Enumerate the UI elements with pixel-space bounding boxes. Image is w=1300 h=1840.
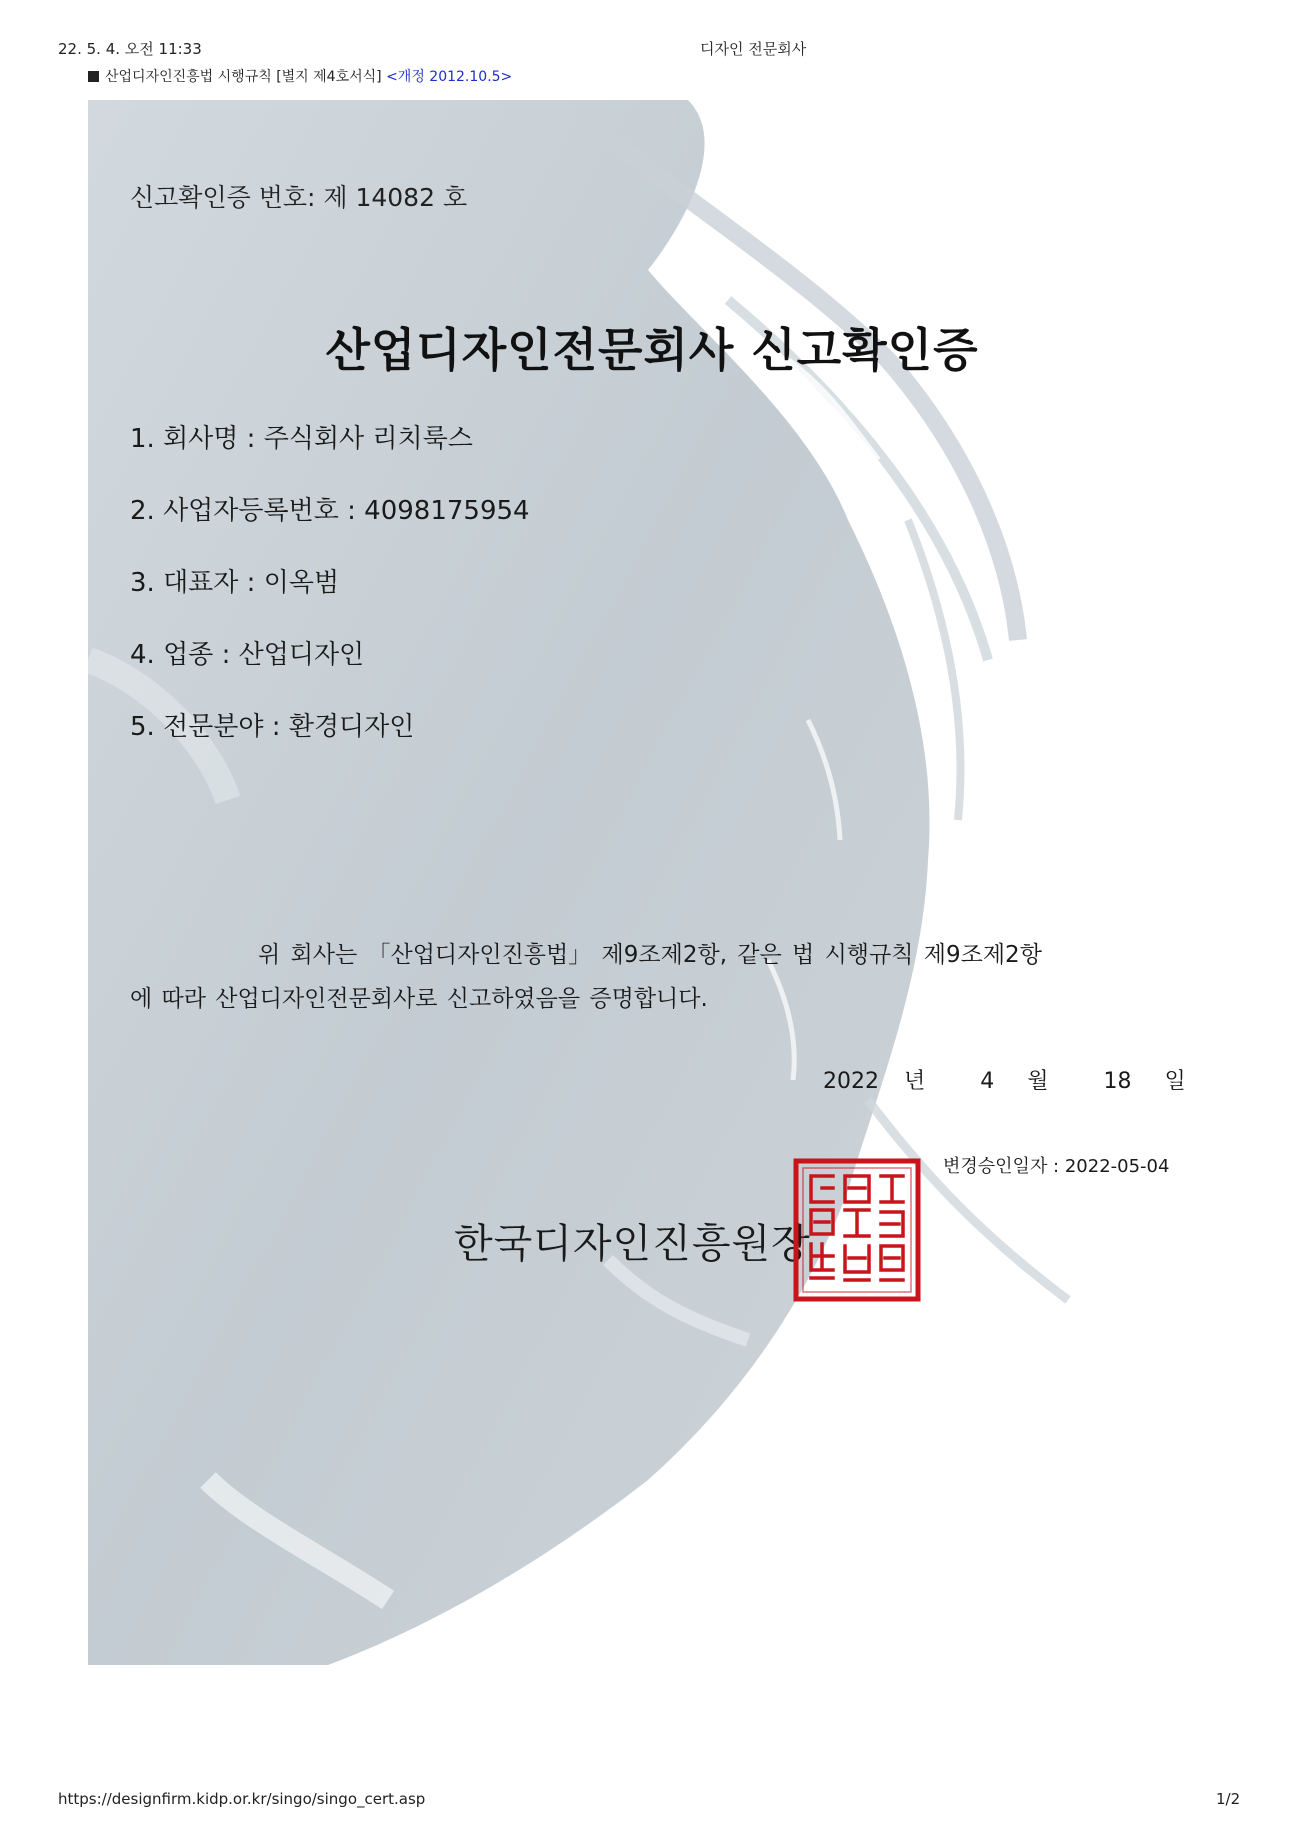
issue-day: 18	[1103, 1069, 1132, 1094]
issue-year-unit: 년	[904, 1069, 926, 1094]
certificate-number: 신고확인증 번호: 제 14082 호	[130, 183, 468, 212]
certificate	[88, 100, 1216, 1665]
statement-line-2: 에 따라 산업디자인전문회사로 신고하였음을 증명합니다.	[130, 986, 708, 1012]
footer-page-number: 1/2	[1216, 1790, 1241, 1808]
field-specialty: 5. 전문분야 : 환경디자인	[130, 712, 415, 742]
square-bullet-icon	[88, 71, 99, 82]
issue-month-unit: 월	[1027, 1069, 1049, 1094]
print-page-title: 디자인 전문회사	[700, 40, 807, 58]
change-approval-date: 변경승인일자 : 2022-05-04	[943, 1156, 1170, 1177]
official-seal-icon	[793, 1158, 921, 1302]
footer-url: https://designfirm.kidp.or.kr/singo/singo_cert.asp	[58, 1790, 426, 1808]
issue-month: 4	[980, 1069, 995, 1094]
field-company-name: 1. 회사명 : 주식회사 리치룩스	[130, 424, 473, 454]
issue-year: 2022	[823, 1069, 879, 1094]
statement-line-1: 위 회사는 「산업디자인진흥법」 제9조제2항, 같은 법 시행규칙 제9조제2항	[258, 942, 1042, 968]
issue-day-unit: 일	[1164, 1069, 1186, 1094]
issue-date	[823, 1064, 1186, 1095]
field-business-number: 2. 사업자등록번호 : 4098175954	[130, 496, 530, 526]
form-reference	[88, 66, 512, 86]
field-industry: 4. 업종 : 산업디자인	[130, 640, 365, 670]
field-representative: 3. 대표자 : 이옥범	[130, 568, 340, 598]
print-datetime: 22. 5. 4. 오전 11:33	[58, 40, 202, 58]
form-revision: <개정 2012.10.5>	[386, 69, 513, 85]
issuer-name: 한국디자인진흥원장	[454, 1221, 811, 1267]
form-reference-text: 산업디자인진흥법 시행규칙 [별지 제4호서식]	[105, 69, 382, 85]
certificate-title: 산업디자인전문회사 신고확인증	[325, 323, 979, 377]
